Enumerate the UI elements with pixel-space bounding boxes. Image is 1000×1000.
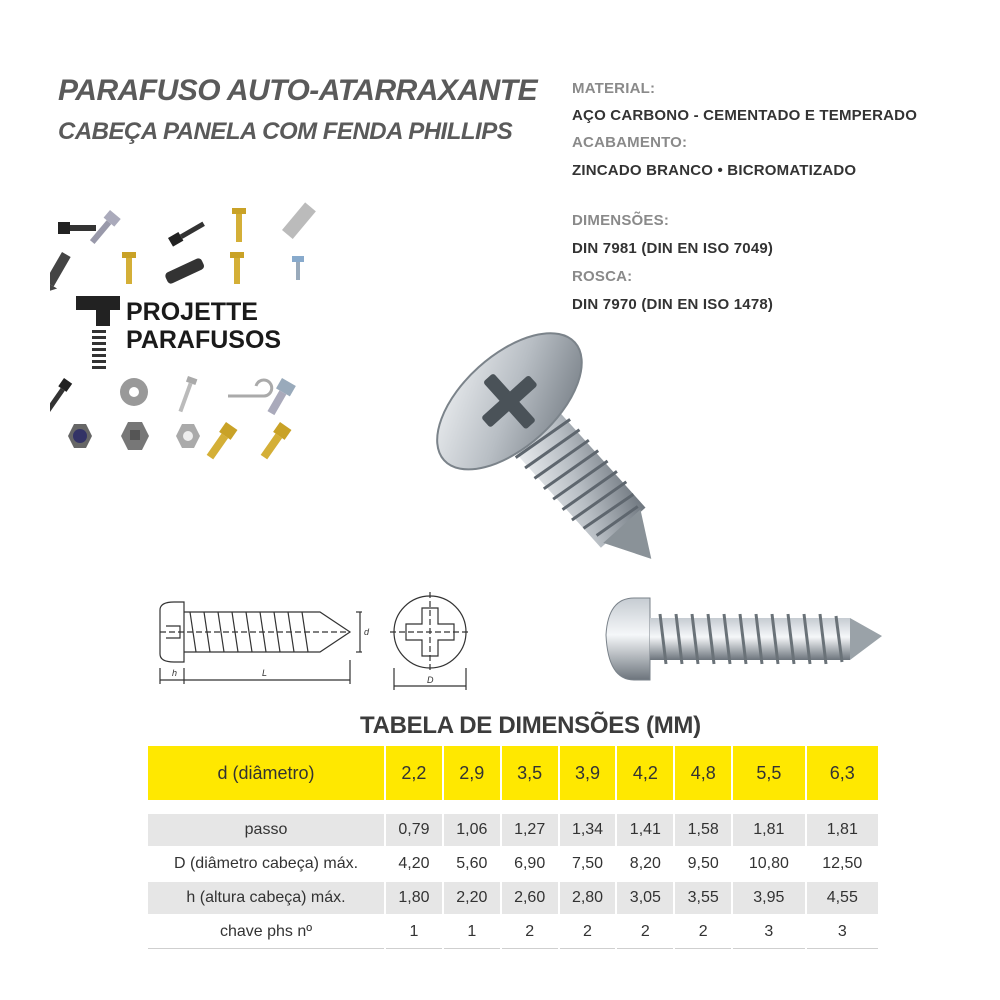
- header-cell: 4,8: [674, 746, 732, 800]
- logo-text-line2: PARAFUSOS: [126, 326, 282, 354]
- table-row: [148, 881, 879, 915]
- table-cell: 10,80: [732, 847, 805, 881]
- table-cell: 5,60: [443, 847, 501, 881]
- table-cell: 7,50: [559, 847, 617, 881]
- fastener-icons-bottom: [50, 376, 296, 461]
- table-cell: 3: [806, 915, 879, 949]
- dimensoes-value: DIN 7981 (DIN EN ISO 7049): [572, 240, 774, 257]
- projette-logo: [50, 200, 340, 470]
- logo-text-line1: PROJETTE: [126, 298, 258, 326]
- header-cell: 2,2: [385, 746, 443, 800]
- dim-d-label: d: [364, 627, 370, 637]
- table-row: [148, 814, 879, 847]
- header-cell: 6,3: [806, 746, 879, 800]
- fastener-icons-top: [50, 202, 316, 297]
- table-cell: 1,06: [443, 814, 501, 847]
- header-cell: 4,2: [616, 746, 674, 800]
- table-cell: 2,60: [501, 881, 559, 915]
- table-cell: 3,55: [674, 881, 732, 915]
- header-label: d (diâmetro): [148, 746, 385, 800]
- dim-h-label: h: [172, 668, 178, 678]
- table-cell: 1: [385, 915, 443, 949]
- table-cell: 4,55: [806, 881, 879, 915]
- table-cell: 1,81: [732, 814, 805, 847]
- row-label: passo: [148, 814, 385, 847]
- table-cell: 2,20: [443, 881, 501, 915]
- rosca-label: ROSCA:: [572, 268, 633, 285]
- table-cell: 3,05: [616, 881, 674, 915]
- row-label: D (diâmetro cabeça) máx.: [148, 847, 385, 881]
- screw-side-photo: [600, 580, 890, 700]
- header-cell: 3,9: [559, 746, 617, 800]
- product-title: PARAFUSO AUTO-ATARRAXANTE: [58, 74, 538, 107]
- table-row: [148, 915, 879, 949]
- table-title: TABELA DE DIMENSÕES (MM): [360, 712, 701, 739]
- material-label: MATERIAL:: [572, 80, 656, 97]
- dimensions-table: [148, 746, 880, 949]
- table-cell: 0,79: [385, 814, 443, 847]
- technical-drawing: [150, 580, 490, 700]
- header-cell: 5,5: [732, 746, 805, 800]
- screw-photo: [430, 330, 690, 570]
- row-label: chave phs nº: [148, 915, 385, 949]
- dim-D-label: D: [427, 675, 434, 685]
- table-cell: 1: [443, 915, 501, 949]
- row-label: h (altura cabeça) máx.: [148, 881, 385, 915]
- product-subtitle: CABEÇA PANELA COM FENDA PHILLIPS: [58, 118, 513, 145]
- table-cell: 3,95: [732, 881, 805, 915]
- logo-mark: [76, 296, 120, 369]
- table-cell: 8,20: [616, 847, 674, 881]
- table-cell: 2: [559, 915, 617, 949]
- table-cell: 1,34: [559, 814, 617, 847]
- dim-l-label: L: [262, 668, 268, 678]
- table-cell: 12,50: [806, 847, 879, 881]
- material-value: AÇO CARBONO - CEMENTADO E TEMPERADO: [572, 107, 918, 124]
- table-cell: 4,20: [385, 847, 443, 881]
- table-cell: 3: [732, 915, 805, 949]
- rosca-value: DIN 7970 (DIN EN ISO 1478): [572, 296, 774, 313]
- header-cell: 2,9: [443, 746, 501, 800]
- table-cell: 2: [674, 915, 732, 949]
- table-cell: 2: [616, 915, 674, 949]
- table-cell: 9,50: [674, 847, 732, 881]
- table-cell: 2,80: [559, 881, 617, 915]
- acabamento-label: ACABAMENTO:: [572, 134, 688, 151]
- dimensoes-label: DIMENSÕES:: [572, 212, 670, 229]
- table-cell: 6,90: [501, 847, 559, 881]
- spacer: [148, 800, 879, 814]
- table-cell: 1,41: [616, 814, 674, 847]
- table-cell: 1,27: [501, 814, 559, 847]
- header-cell: 3,5: [501, 746, 559, 800]
- table-cell: 1,80: [385, 881, 443, 915]
- table-header-row: [148, 746, 879, 800]
- table-row: [148, 847, 879, 881]
- table-cell: 2: [501, 915, 559, 949]
- table-cell: 1,58: [674, 814, 732, 847]
- table-cell: 1,81: [806, 814, 879, 847]
- acabamento-value: ZINCADO BRANCO • BICROMATIZADO: [572, 162, 857, 179]
